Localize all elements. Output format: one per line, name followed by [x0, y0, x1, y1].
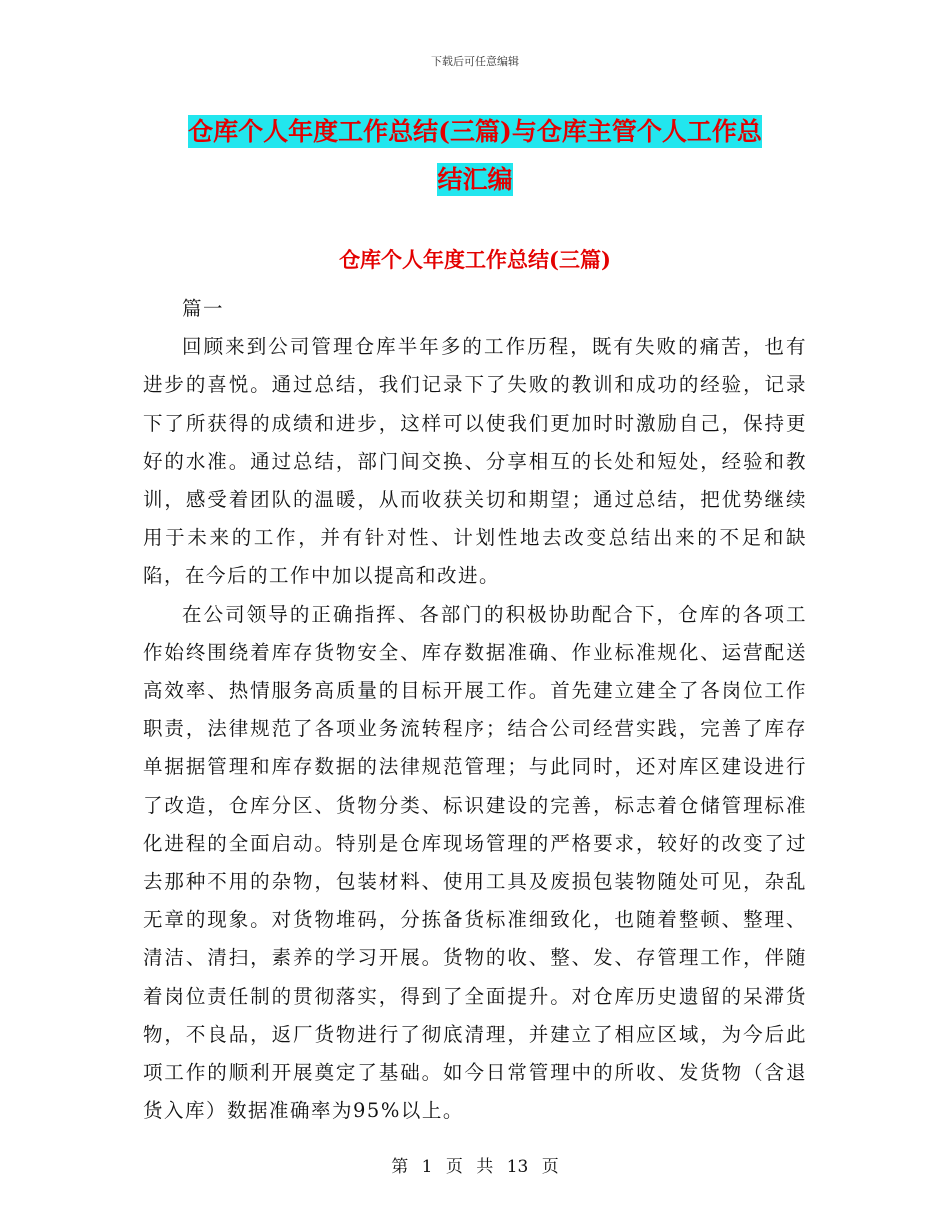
document-title — [150, 108, 800, 204]
section-title: 仓库个人年度工作总结(三篇) — [339, 247, 611, 272]
page-footer: 第 1 页 共 13 页 — [391, 1157, 559, 1177]
section-label: 篇一 — [182, 297, 225, 320]
paragraph: 在公司领导的正确指挥、各部门的积极协助配合下，仓库的各项工作始终围绕着库存货物安全、库存数据准确、作业标准规化、运营配送高效率、热情服务高质量的目标开展工作。首先建立建全了各岗位工作职责，法律规范了各项业务流转程序；结合公司经营实践，完善了库存单据据管理和库存数据的法律规范管理；与此同时，还对库区建设进行了改造，仓库分区、货物分类、标识建设的完善，标志着仓储管理标准化进程的全面启动。特别是仓库现场管理的严格要求，较好的改变了过去那种不用的杂物，包装材料、使用工具及废损包装物随处可见，杂乱无章的现象。对货物堆码，分拣备货标准细致化，也随着整顿、整理、清洁、清扫，素养的学习开展。货物的收、整、发、存管理工作，伴随着岗位责任制的贯彻落实，得到了全面提升。对仓库历史遗留的呆滞货物，不良品，返厂货物进行了彻底清理，并建立了相应区域，为今后此项工作的顺利开展奠定了基础。如今日常管理中的所收、发货物（含退货入库）数据准确率为95%以上。 — [143, 602, 807, 1123]
paragraph: 回顾来到公司管理仓库半年多的工作历程，既有失败的痛苦，也有进步的喜悦。通过总结，我们记录下了失败的教训和成功的经验，记录下了所获得的成绩和进步，这样可以使我们更加时时激励自己，保持更好的水准。通过总结，部门间交换、分享相互的长处和短处，经验和教训，感受着团队的温暖，从而收获关切和期望；通过总结，把优势继续用于未来的工作，并有针对性、计划性地去改变总结出来的不足和缺陷，在今后的工作中加以提高和改进。 — [143, 335, 807, 588]
document-title-line2: 结汇编 — [437, 165, 513, 194]
header-note: 下载后可任意编辑 — [431, 55, 519, 68]
document-body — [143, 290, 807, 1130]
document-title-line1: 仓库个人年度工作总结(三篇)与仓库主管个人工作总 — [188, 117, 762, 146]
